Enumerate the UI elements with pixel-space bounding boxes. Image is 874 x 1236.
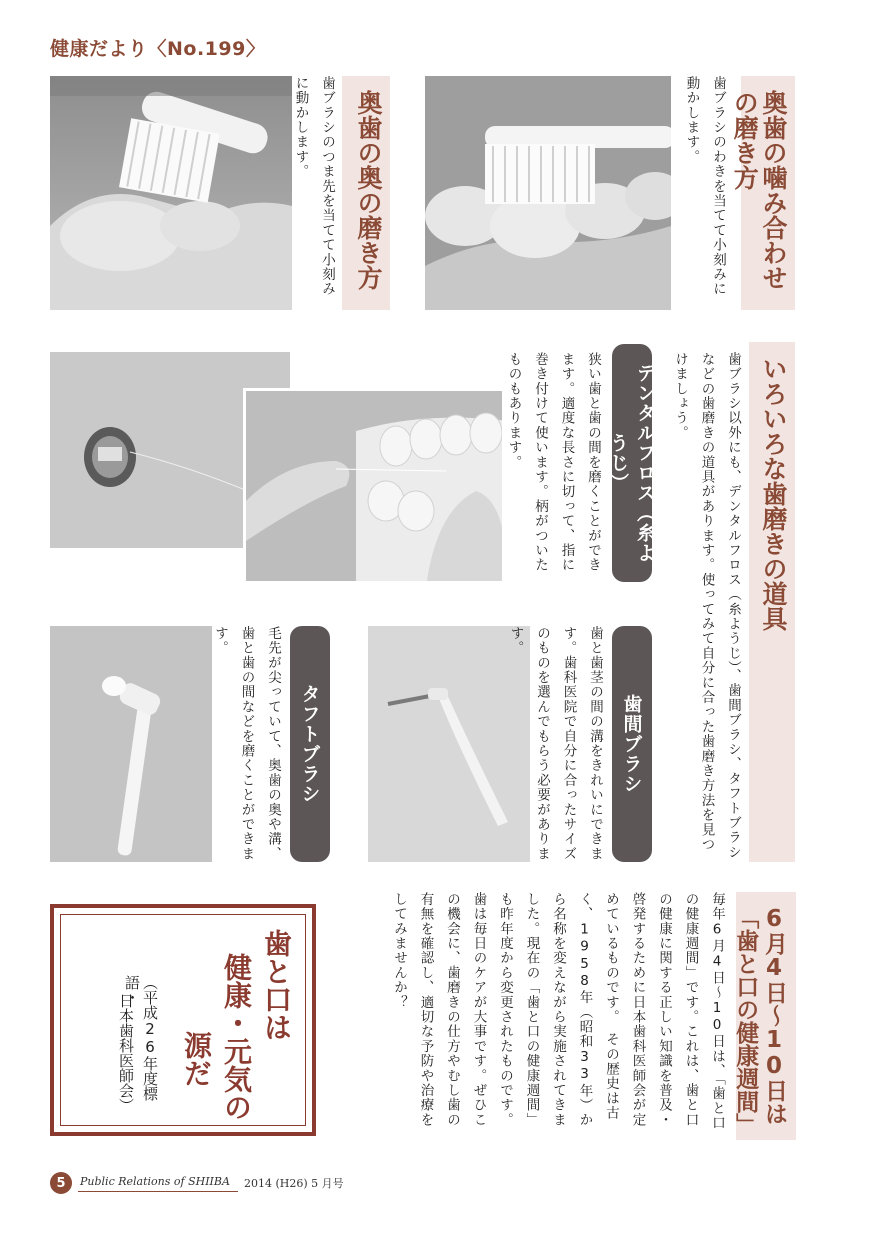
slogan-credit-1: （平成26年度標語・ — [123, 975, 159, 1101]
slogan-line-2: 健康・元気の — [220, 953, 253, 1121]
back-teeth-body-text: 歯ブラシのつま先を当てて小刻みに動かします。 — [292, 76, 335, 297]
interdental-body-text: 歯と歯茎の間の溝をきれいにできます。歯科医院で自分に合ったサイズのものを選んでもらう必要があります。 — [507, 626, 603, 862]
slogan-inner-frame — [60, 914, 306, 1126]
tools-heading: いろいろな歯磨きの道具 — [749, 342, 795, 862]
back-teeth-heading: 奥歯の奥の磨き方 — [342, 76, 390, 310]
slogan-line-1: 歯と口は — [260, 929, 293, 1041]
slogan-line-3: 源だ — [180, 1031, 213, 1087]
photo-flossing-hands — [243, 388, 505, 584]
tuft-heading-tab — [290, 626, 330, 862]
floss-heading-tab — [607, 344, 656, 582]
floss-body-text: 狭い歯と歯の間を磨くことができます。適度な長さに切って、指に巻き付けて使います。柄がついたものもあります。 — [505, 352, 601, 573]
publication-name: Public Relations of SHIIBA — [80, 1175, 230, 1188]
photo-biting-surface-brushing — [425, 76, 671, 310]
photo-tuft-brush — [50, 626, 212, 862]
slogan-box — [50, 904, 316, 1136]
photo-interdental-brush — [368, 626, 530, 862]
health-week-body-text: 毎年6月4日～10日は、「歯と口の健康週間」です。これは、歯と口の健康に関する正しい知識を普及・啓発するために日本歯科医師会が定めているものです。 その歴史は古く、1958年（昭和33年）から名称を変えながら実施されてきました。現在の「歯と口の健康週間」も昨年度から変更されたものです。 歯は毎日のケアが大事です。ぜひこの機会に、歯磨きの仕方やむし歯の有無を確認し、適切な予防や治療をしてみませんか？ — [391, 892, 725, 1136]
tuft-body-text: 毛先が尖っていて、奥歯の奥や溝、歯と歯の間などを磨くことができます。 — [212, 626, 281, 862]
floss-heading: デンタルフロス（糸ようじ） — [607, 363, 656, 563]
health-week-heading: 6月4日～10日は「歯と口の健康週間」 — [736, 892, 796, 1140]
issue-date: 2014 (H26) 5 月号 — [244, 1177, 344, 1190]
bite-heading: 奥歯の噛み合わせの磨き方 — [741, 76, 795, 310]
page-header-title: 健康だより〈No.199〉 — [50, 38, 266, 60]
tuft-heading: タフトブラシ — [298, 684, 321, 804]
page-number-badge: 5 — [50, 1172, 72, 1194]
photo-back-teeth-brushing — [50, 76, 292, 310]
interdental-heading-tab — [612, 626, 652, 862]
footer-underline — [78, 1191, 238, 1192]
bite-body-text: 歯ブラシのわきを当てて小刻みに動かします。 — [683, 76, 726, 297]
tools-body-text: 歯ブラシ以外にも、デンタルフロス（糸ようじ）、歯間ブラシ、タフトブラシなどの歯磨きの道具があります。使ってみて自分に合った歯磨き方法を見つけましょう。 — [672, 352, 741, 860]
interdental-heading: 歯間ブラシ — [620, 694, 643, 794]
slogan-credit-2: 日本歯科医師会） — [117, 993, 135, 1113]
